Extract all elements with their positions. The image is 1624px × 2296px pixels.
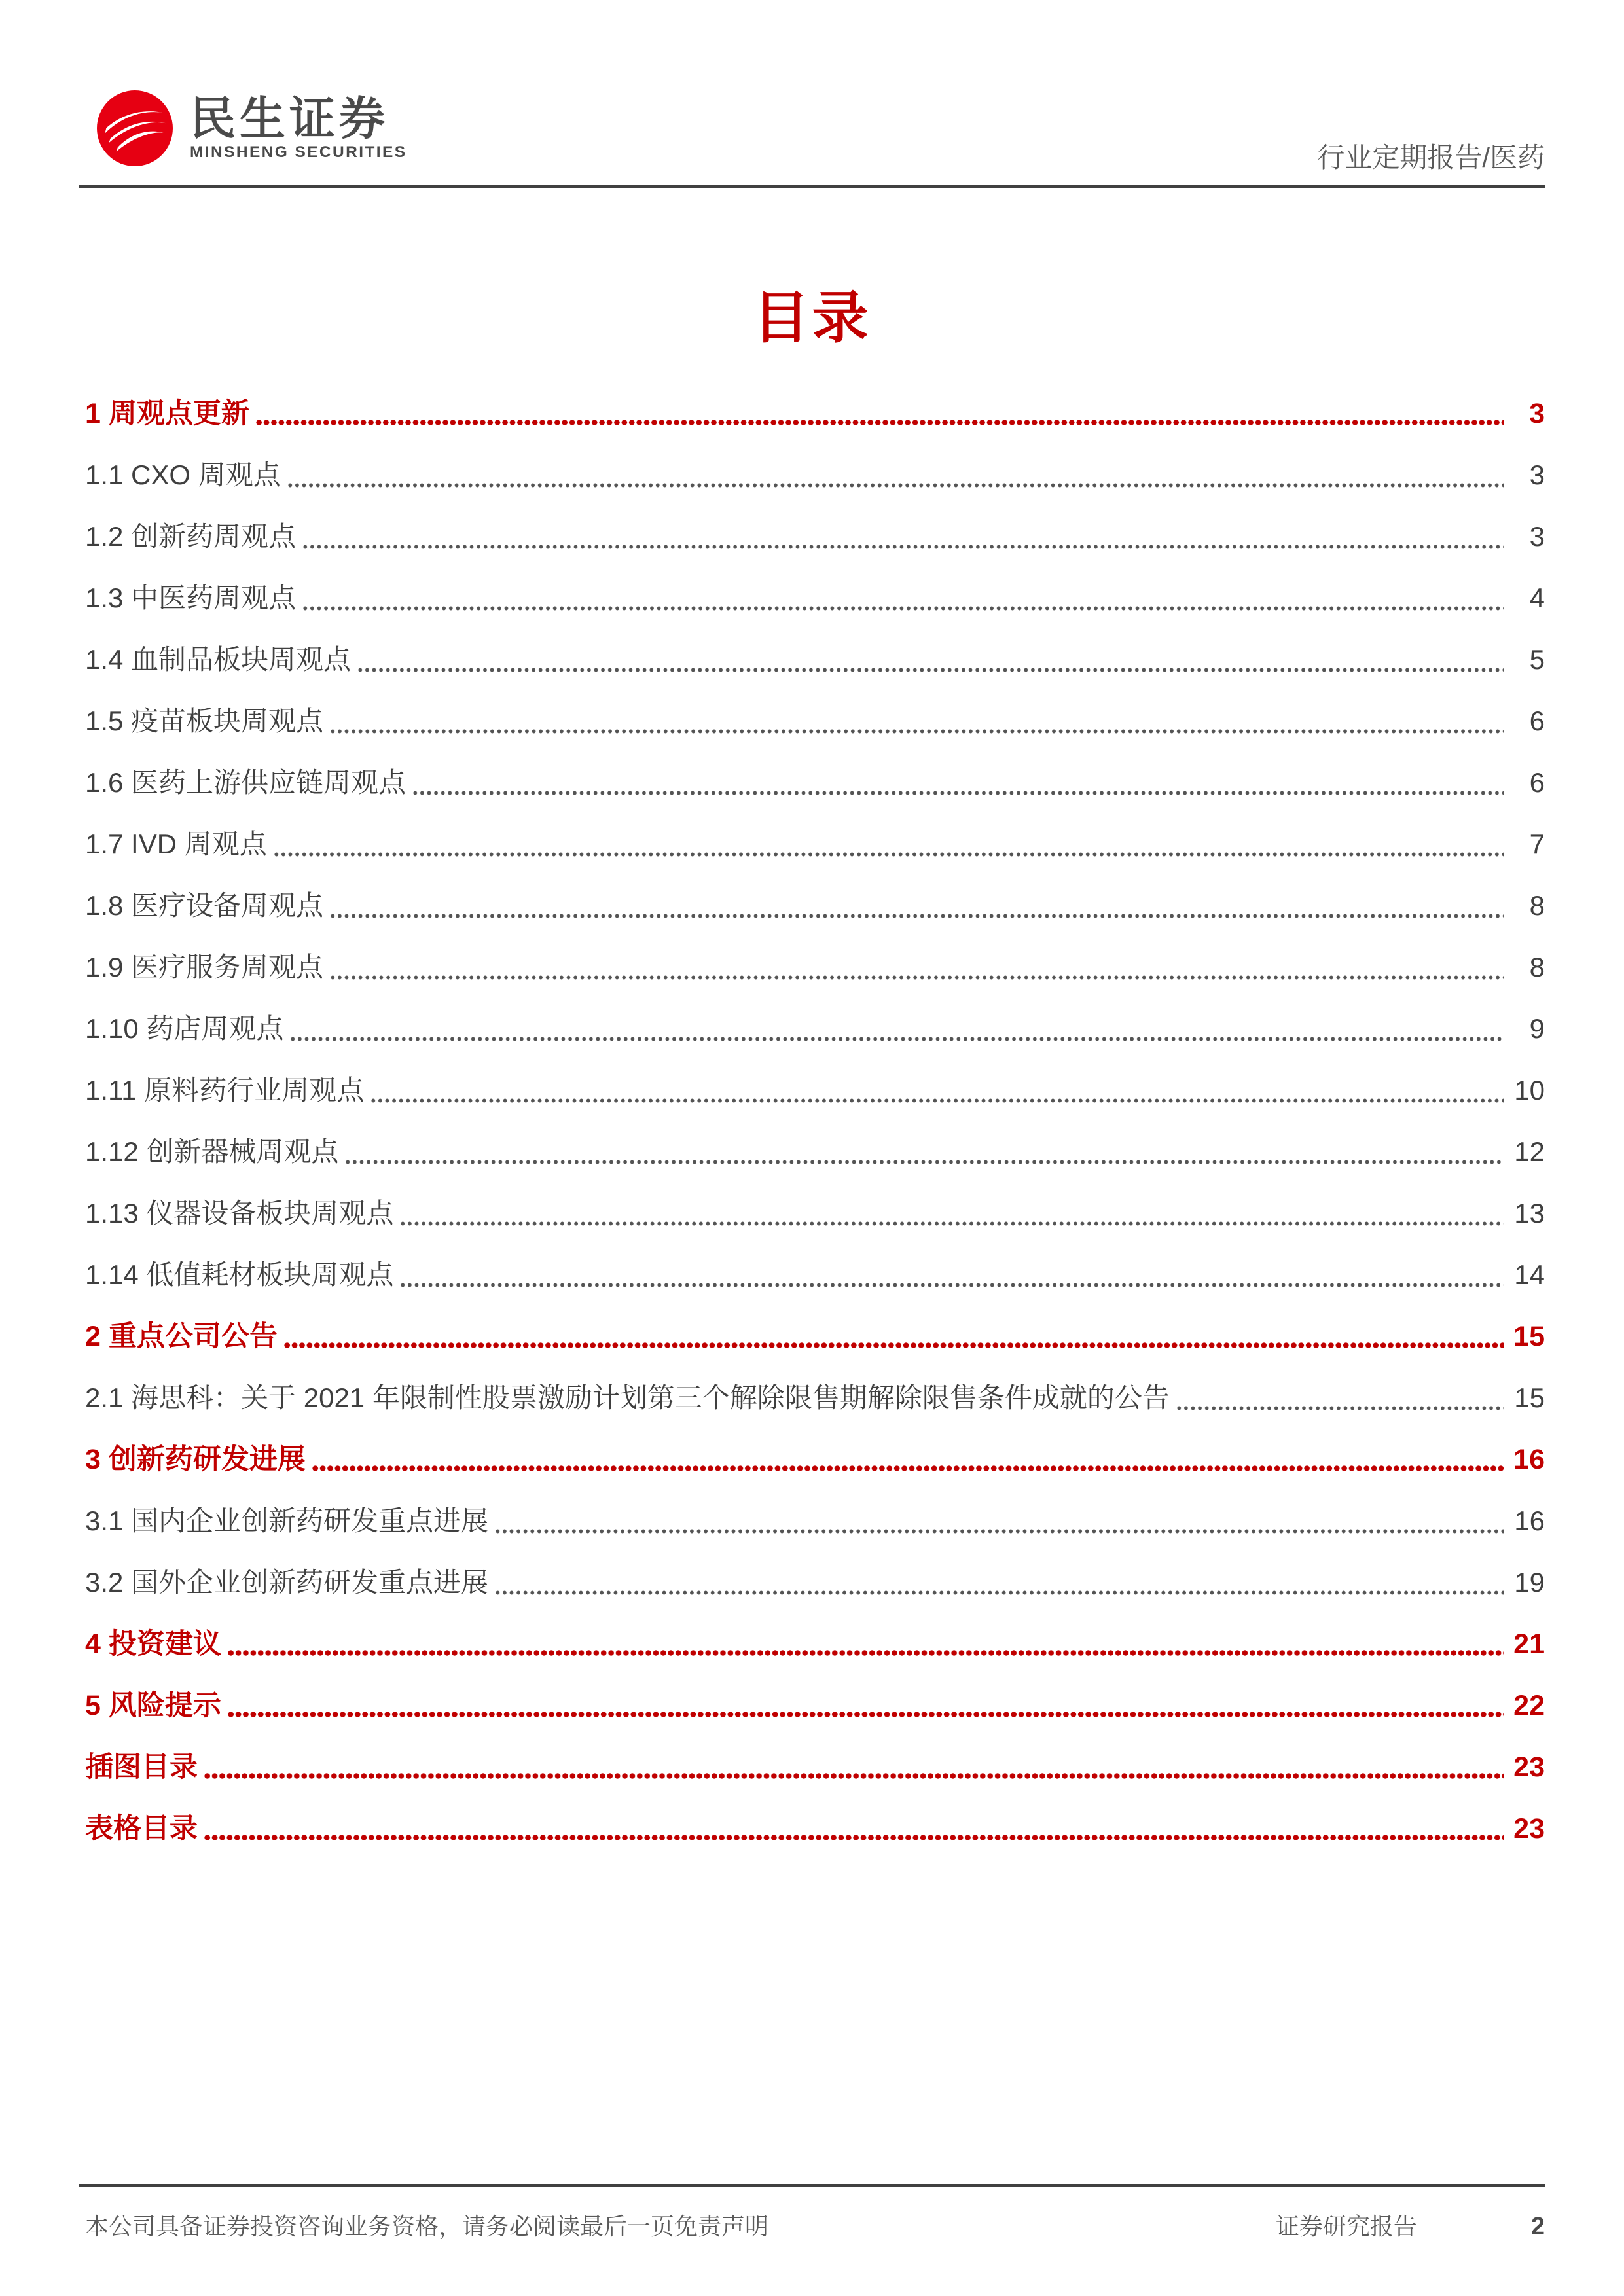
toc-page-number: 12 [1514,1136,1545,1167]
toc-leader-dots [399,1244,1504,1306]
toc-entry-label: 1.5 疫苗板块周观点 [85,706,324,736]
minsheng-logo [97,90,406,166]
toc-entry-label: 1.4 血制品板块周观点 [85,644,352,675]
toc-leader-dots [329,875,1504,937]
minsheng-logo-icon [97,90,173,166]
toc-entry-label: 1.12 创新器械周观点 [85,1136,339,1167]
toc-page-number: 23 [1513,1751,1545,1783]
toc-row[interactable] [85,998,1545,1060]
toc-page-number: 6 [1529,706,1545,736]
toc-leader-dots [344,1121,1504,1183]
toc-entry-label: 1.1 CXO 周观点 [85,459,281,490]
toc-row[interactable] [85,1736,1545,1798]
toc-row[interactable] [85,629,1545,691]
toc-row[interactable] [85,444,1545,506]
toc-page-number: 3 [1529,459,1545,490]
toc-entry-label: 1.6 医药上游供应链周观点 [85,767,406,798]
toc-row[interactable] [85,1613,1545,1675]
toc-entry-label: 2.1 海思科：关于 2021 年限制性股票激励计划第三个解除限售期解除限售条件成就的公告 [85,1382,1170,1413]
footer-report-label: 证券研究报告 [1275,2213,1417,2240]
toc-entry-label: 1.14 低值耗材板块周观点 [85,1259,394,1290]
report-type-label: 行业定期报告/医药 [1317,142,1545,173]
toc-entry-label: 1.10 药店周观点 [85,1013,284,1044]
toc-page-number: 22 [1513,1689,1545,1721]
toc-leader-dots [412,752,1504,814]
footer-page-number: 2 [1530,2213,1545,2240]
toc-page-number: 5 [1529,644,1545,675]
toc-entry-label: 1.2 创新药周观点 [85,521,297,552]
toc-entry-label: 1.3 中医药周观点 [85,583,297,613]
toc-page-number: 21 [1513,1628,1545,1660]
toc-page-number: 13 [1514,1198,1545,1229]
toc-row[interactable] [85,1183,1545,1244]
toc-leader-dots [255,383,1504,444]
logo-name-cn: 民生证券 [190,92,389,144]
toc-page-number: 8 [1529,890,1545,921]
toc-page-number: 4 [1529,583,1545,613]
toc-leader-dots [329,691,1504,752]
toc-entry-label: 1.7 IVD 周观点 [85,829,267,859]
toc-entry-label: 3.1 国内企业创新药研发重点进展 [85,1505,489,1536]
toc-page-number: 14 [1514,1259,1545,1290]
toc-row[interactable] [85,814,1545,875]
toc-row[interactable] [85,567,1545,629]
toc-row[interactable] [85,691,1545,752]
toc-leader-dots [287,444,1504,506]
toc-page-number: 3 [1529,521,1545,552]
toc-entry-label: 表格目录 [85,1812,198,1844]
toc-entry-label: 1.11 原料药行业周观点 [85,1075,365,1105]
toc-page-number: 15 [1514,1382,1545,1413]
page-title: 目录 [753,287,871,350]
toc-page-number: 16 [1514,1505,1545,1536]
toc-leader-dots [302,506,1504,567]
toc-entry-label: 1.9 医疗服务周观点 [85,952,324,982]
toc-entry-label: 3 创新药研发进展 [85,1443,306,1475]
toc-leader-dots [204,1736,1504,1798]
toc-row[interactable] [85,937,1545,998]
toc-row[interactable] [85,875,1545,937]
toc-leader-dots [399,1183,1504,1244]
footer-disclaimer: 本公司具备证券投资咨询业务资格，请务必阅读最后一页免责声明 [85,2213,769,2240]
toc-leader-dots [494,1552,1504,1613]
toc-page-number: 3 [1529,397,1545,429]
toc-leader-dots [370,1060,1504,1121]
toc-leader-dots [283,1306,1504,1367]
toc-page-number: 8 [1529,952,1545,982]
toc-leader-dots [289,998,1504,1060]
toc-entry-label: 插图目录 [85,1751,198,1783]
toc-entry-label: 1.8 医疗设备周观点 [85,890,324,921]
toc-row[interactable] [85,506,1545,567]
toc-entry-label: 1 周观点更新 [85,397,249,429]
page-footer [85,2208,1545,2242]
toc-page-number: 9 [1529,1013,1545,1044]
toc-row[interactable] [85,1306,1545,1367]
toc-row[interactable] [85,383,1545,444]
table-of-contents [85,383,1545,1859]
toc-leader-dots [494,1490,1504,1552]
footer-divider [79,2184,1545,2187]
toc-leader-dots [227,1613,1504,1675]
toc-row[interactable] [85,1552,1545,1613]
toc-entry-label: 3.2 国外企业创新药研发重点进展 [85,1567,489,1598]
toc-leader-dots [329,937,1504,998]
toc-entry-label: 4 投资建议 [85,1628,221,1660]
toc-entry-label: 1.13 仪器设备板块周观点 [85,1198,394,1229]
toc-row[interactable] [85,1367,1545,1429]
header-divider [79,185,1545,188]
toc-page-number: 16 [1513,1443,1545,1475]
toc-page-number: 7 [1529,829,1545,859]
toc-page-number: 15 [1513,1320,1545,1352]
toc-row[interactable] [85,1244,1545,1306]
toc-entry-label: 5 风险提示 [85,1689,221,1721]
toc-page-number: 6 [1529,767,1545,798]
logo-wordmark [190,92,407,162]
toc-leader-dots [312,1429,1504,1490]
toc-page-number: 19 [1514,1567,1545,1598]
toc-row[interactable] [85,1798,1545,1859]
toc-leader-dots [273,814,1504,875]
toc-row[interactable] [85,1060,1545,1121]
toc-leader-dots [357,629,1504,691]
toc-leader-dots [204,1798,1504,1859]
toc-row[interactable] [85,1490,1545,1552]
toc-entry-label: 2 重点公司公告 [85,1320,278,1352]
toc-row[interactable] [85,752,1545,814]
toc-page-number: 23 [1513,1812,1545,1844]
logo-name-en: MINSHENG SECURITIES [190,143,407,162]
toc-row[interactable] [85,1429,1545,1490]
toc-leader-dots [302,567,1504,629]
toc-leader-dots [1176,1367,1504,1429]
toc-row[interactable] [85,1121,1545,1183]
toc-page-number: 10 [1514,1075,1545,1105]
toc-leader-dots [227,1675,1504,1736]
toc-row[interactable] [85,1675,1545,1736]
